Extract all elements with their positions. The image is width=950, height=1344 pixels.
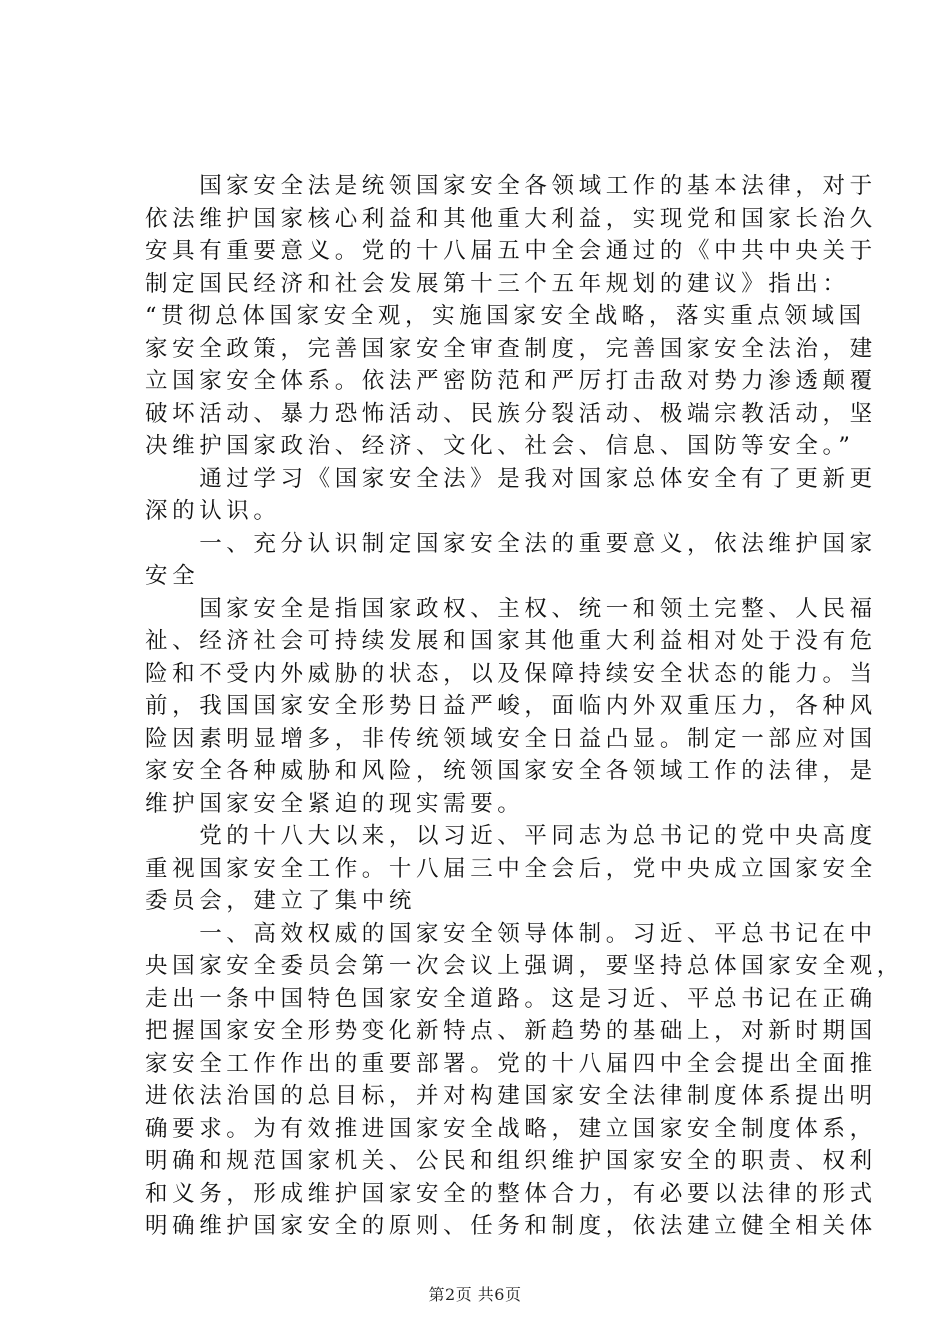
text-line: 险因素明显增多，非传统领域安全日益凸显。制定一部应对国 [145,725,877,752]
text-line: 依法维护国家核心利益和其他重大利益，实现党和国家长治久 [145,205,877,232]
text-line: 深的认识。 [145,498,281,524]
body-text [145,170,904,1243]
text-line: “贯彻总体国家安全观，实施国家安全战略，落实重点领域国 [145,303,866,329]
text-line: 确要求。为有效推进国家安全战略，建立国家安全制度体系， [145,1115,877,1142]
text-line: 委员会，建立了集中统 [145,888,417,914]
text-line: 央国家安全委员会第一次会议上强调，要坚持总体国家安全观， [145,953,904,979]
text-line: 立国家安全体系。依法严密防范和严厉打击敌对势力渗透颠覆 [145,368,877,394]
text-line: 一、充分认识制定国家安全法的重要意义，依法维护国家 [145,530,877,557]
text-line: 祉、经济社会可持续发展和国家其他重大利益相对处于没有危 [145,628,877,654]
text-line: 破坏活动、暴力恐怖活动、民族分裂活动、极端宗教活动，坚 [145,400,877,427]
text-line: 党的十八大以来，以习近、平同志为总书记的党中央高度 [145,823,877,849]
text-line: 前，我国国家安全形势日益严峻，面临内外双重压力，各种风 [145,693,877,719]
text-line: 明确维护国家安全的原则、任务和制度，依法建立健全相关体 [145,1213,877,1239]
text-line: 安全 [145,563,200,589]
text-line: 进依法治国的总目标，并对构建国家安全法律制度体系提出明 [145,1083,877,1109]
text-line: 国家安全法是统领国家安全各领域工作的基本法律，对于 [145,173,877,199]
page-footer: 第2页 共6页 [428,1285,522,1304]
text-line: 国家安全是指国家政权、主权、统一和领土完整、人民福 [145,595,877,622]
text-line: 一、高效权威的国家安全领导体制。习近、平总书记在中 [145,920,877,947]
text-line: 把握国家安全形势变化新特点、新趋势的基础上，对新时期国 [145,1018,877,1044]
text-line: 明确和规范国家机关、公民和组织维护国家安全的职责、权利 [145,1148,877,1174]
text-line: 安具有重要意义。党的十八届五中全会通过的《中共中央关于 [145,238,877,264]
text-line: 制定国民经济和社会发展第十三个五年规划的建议》指出： [145,270,850,297]
text-line: 重视国家安全工作。十八届三中全会后，党中央成立国家安全 [145,855,877,882]
text-line: 决维护国家政治、经济、文化、社会、信息、国防等安全。” [145,433,855,459]
text-line: 家安全政策，完善国家安全审查制度，完善国家安全法治，建 [145,335,877,362]
text-line: 和义务，形成维护国家安全的整体合力，有必要以法律的形式 [145,1180,877,1207]
text-line: 险和不受内外威胁的状态，以及保障持续安全状态的能力。当 [145,660,877,687]
text-line: 家安全各种威胁和风险，统领国家安全各领域工作的法律，是 [145,758,877,784]
text-line: 家安全工作作出的重要部署。党的十八届四中全会提出全面推 [145,1050,877,1077]
text-line: 维护国家安全紧迫的现实需要。 [145,790,525,817]
text-line: 通过学习《国家安全法》是我对国家总体安全有了更新更 [145,465,877,492]
text-line: 走出一条中国特色国家安全道路。这是习近、平总书记在正确 [145,985,877,1012]
